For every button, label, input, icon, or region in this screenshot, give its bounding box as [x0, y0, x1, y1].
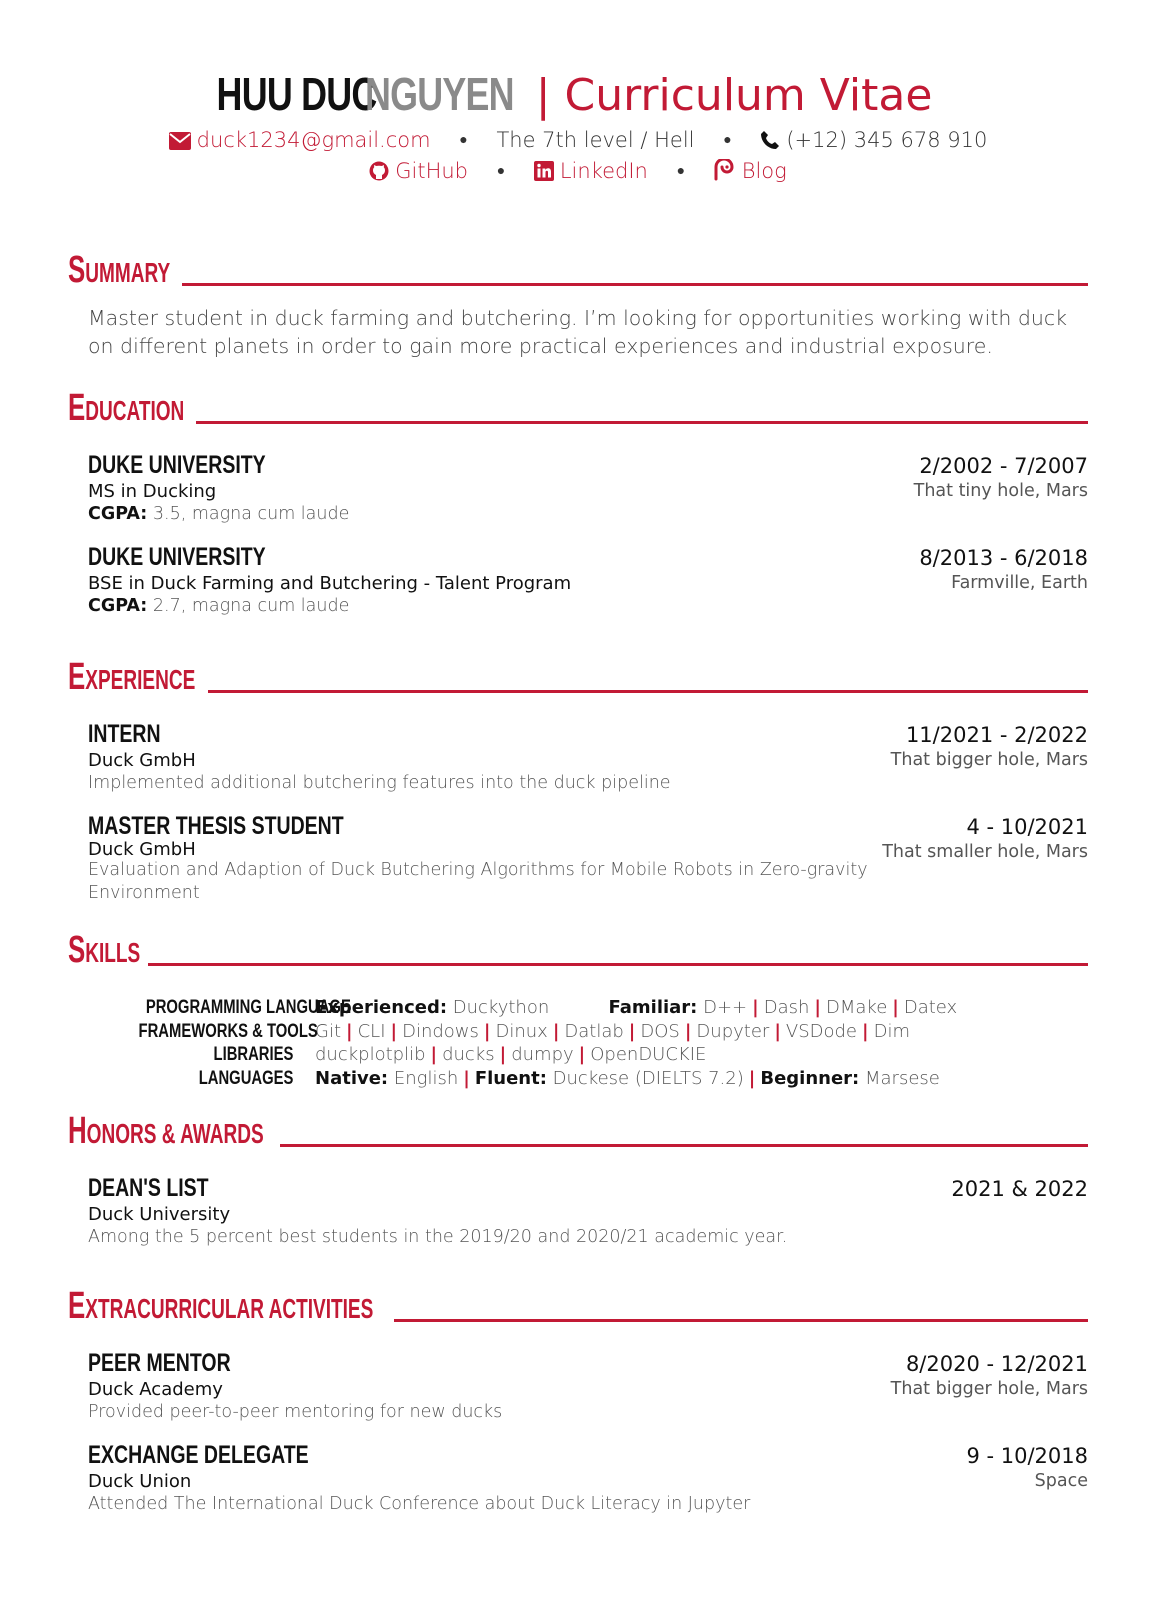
activity-description: Attended The International Duck Conference about Duck Literacy in Jupyter	[88, 1494, 751, 1514]
blog-text: Blog	[741, 159, 787, 183]
company-name: Duck GmbH	[88, 750, 196, 771]
skill-label: PROGRAMMING LANGUAGE	[145, 997, 351, 1018]
skill-label: LIBRARIES	[213, 1044, 293, 1065]
entry-location: That smaller hole, Mars	[882, 842, 1088, 862]
degree-name: BSE in Duck Farming and Butchering - Talent Program	[88, 573, 572, 594]
linkedin-text: LinkedIn	[559, 159, 648, 183]
section-rule	[182, 283, 1088, 286]
skill-row-languages	[88, 1067, 1088, 1091]
entry-dates: 2/2002 - 7/2007	[919, 454, 1088, 478]
skill-label: FRAMEWORKS & TOOLS	[138, 1020, 318, 1042]
honor-organization: Duck University	[88, 1204, 231, 1225]
skill-row-frameworks	[88, 1020, 1088, 1044]
education-section	[68, 386, 1088, 618]
entry-location: Farmville, Earth	[951, 573, 1088, 593]
honor-entry	[88, 1173, 1088, 1249]
section-header	[68, 655, 1088, 699]
cv-title: | Curriculum Vitae	[535, 70, 933, 121]
gpa-line	[88, 595, 1088, 618]
entry-dates: 8/2020 - 12/2021	[905, 1352, 1088, 1376]
role-title: MASTER THESIS STUDENT	[88, 812, 344, 840]
company-name: Duck GmbH	[88, 839, 196, 860]
github-text: GitHub	[395, 159, 469, 183]
activity-entry	[88, 1440, 1088, 1516]
skills-table	[88, 996, 1088, 1090]
section-title-summary: SUMMARY	[68, 249, 171, 291]
cv-header	[0, 62, 1156, 188]
role-title: INTERN	[88, 720, 161, 748]
honor-title: DEAN'S LIST	[88, 1174, 209, 1202]
skill-values: Experienced: Duckython Familiar: D++ | Dash | DMake | Datex	[315, 997, 958, 1018]
skill-values: Git | CLI | Dindows | Dinux | Datlab | DOS | Dupyter | VSDode | Dim	[315, 1020, 910, 1042]
section-title-experience: EXPERIENCE	[68, 656, 196, 698]
experience-entry	[88, 719, 1088, 795]
envelope-icon	[169, 132, 191, 150]
section-header	[68, 928, 1088, 972]
summary-text: Master student in duck farming and butchering. I’m looking for opportunities working with duck on different planets in order to gain more practical experiences and industrial exposure.	[88, 306, 1068, 358]
skill-label: LANGUAGES	[198, 1067, 293, 1089]
email-text: duck1234@gmail.com	[196, 128, 431, 152]
first-name: HUU DUC	[216, 68, 377, 120]
section-rule	[394, 1319, 1088, 1322]
activity-entry	[88, 1348, 1088, 1424]
entry-location: That tiny hole, Mars	[913, 481, 1088, 501]
gpa-value: 3.5, magna cum laude	[152, 504, 350, 524]
role-title: EXCHANGE DELEGATE	[88, 1441, 309, 1469]
separator-dot: ●	[676, 163, 686, 179]
name-line	[0, 62, 1156, 126]
entry-location: That bigger hole, Mars	[890, 1379, 1088, 1399]
separator-dot: ●	[459, 132, 468, 148]
section-header	[68, 386, 1088, 430]
section-header	[68, 1284, 1088, 1328]
entry-dates: 2021 & 2022	[951, 1177, 1088, 1201]
institution-name: DUKE UNIVERSITY	[88, 451, 266, 479]
role-title: PEER MENTOR	[88, 1349, 231, 1377]
honors-section	[68, 1109, 1088, 1249]
blog-icon	[714, 159, 736, 181]
gpa-label: CGPA:	[88, 596, 148, 616]
role-description: Implemented additional butchering features into the duck pipeline	[88, 773, 671, 793]
role-description: Evaluation and Adaption of Duck Butchering Algorithms for Mobile Robots in Zero-gravity Environment	[88, 860, 868, 903]
section-title-education: EDUCATION	[68, 387, 185, 429]
linkedin-icon	[534, 161, 554, 181]
skill-values: Native: English | Fluent: Duckese (DIELTS 7.2) | Beginner: Marsese	[315, 1067, 940, 1089]
gpa-label: CGPA:	[88, 504, 148, 524]
section-rule	[148, 963, 1088, 966]
phone-text: (+12) 345 678 910	[786, 128, 988, 152]
entry-dates: 9 - 10/2018	[966, 1444, 1088, 1468]
email-link[interactable]	[169, 128, 438, 152]
education-entry	[88, 542, 1088, 618]
summary-section	[68, 248, 1088, 360]
last-name: NGUYEN	[364, 68, 514, 120]
gpa-value: 2.7, magna cum laude	[152, 596, 350, 616]
section-rule	[208, 690, 1088, 693]
phone-icon	[760, 130, 780, 150]
section-header	[68, 1109, 1088, 1153]
contact-row-1	[0, 126, 1156, 157]
section-rule	[196, 421, 1088, 424]
entry-dates: 11/2021 - 2/2022	[905, 723, 1088, 747]
skills-section	[68, 928, 1088, 1090]
github-link[interactable]	[369, 159, 474, 183]
entry-dates: 4 - 10/2021	[966, 815, 1088, 839]
experience-section	[68, 655, 1088, 905]
blog-link[interactable]	[714, 159, 787, 183]
entry-dates: 8/2013 - 6/2018	[919, 546, 1088, 570]
organization-name: Duck Union	[88, 1471, 192, 1492]
entry-location: That bigger hole, Mars	[890, 750, 1088, 770]
section-title-honors: HONORS & AWARDS	[68, 1110, 264, 1152]
skill-row-programming	[88, 996, 1088, 1020]
section-rule	[280, 1144, 1088, 1147]
section-header	[68, 248, 1088, 292]
linkedin-link[interactable]	[534, 159, 655, 183]
activities-section	[68, 1284, 1088, 1516]
separator-dot: ●	[496, 163, 506, 179]
honor-description: Among the 5 percent best students in the 2019/20 and 2020/21 academic year.	[88, 1227, 788, 1247]
address-text: The 7th level / Hell	[496, 128, 695, 152]
section-title-skills: SKILLS	[68, 929, 141, 971]
degree-name: MS in Ducking	[88, 481, 217, 502]
organization-name: Duck Academy	[88, 1379, 223, 1400]
institution-name: DUKE UNIVERSITY	[88, 543, 266, 571]
contact-row-2	[0, 157, 1156, 188]
gpa-line	[88, 503, 1088, 526]
skill-row-libraries	[88, 1043, 1088, 1067]
skill-values: duckplotplib | ducks | dumpy | OpenDUCKIE	[315, 1044, 707, 1065]
education-entry	[88, 450, 1088, 526]
activity-description: Provided peer-to-peer mentoring for new ducks	[88, 1402, 503, 1422]
section-title-activities: EXTRACURRICULAR ACTIVITIES	[68, 1285, 374, 1327]
experience-entry	[88, 811, 1088, 905]
entry-location: Space	[1034, 1471, 1088, 1491]
separator-dot: ●	[723, 132, 732, 148]
github-icon	[369, 161, 389, 181]
